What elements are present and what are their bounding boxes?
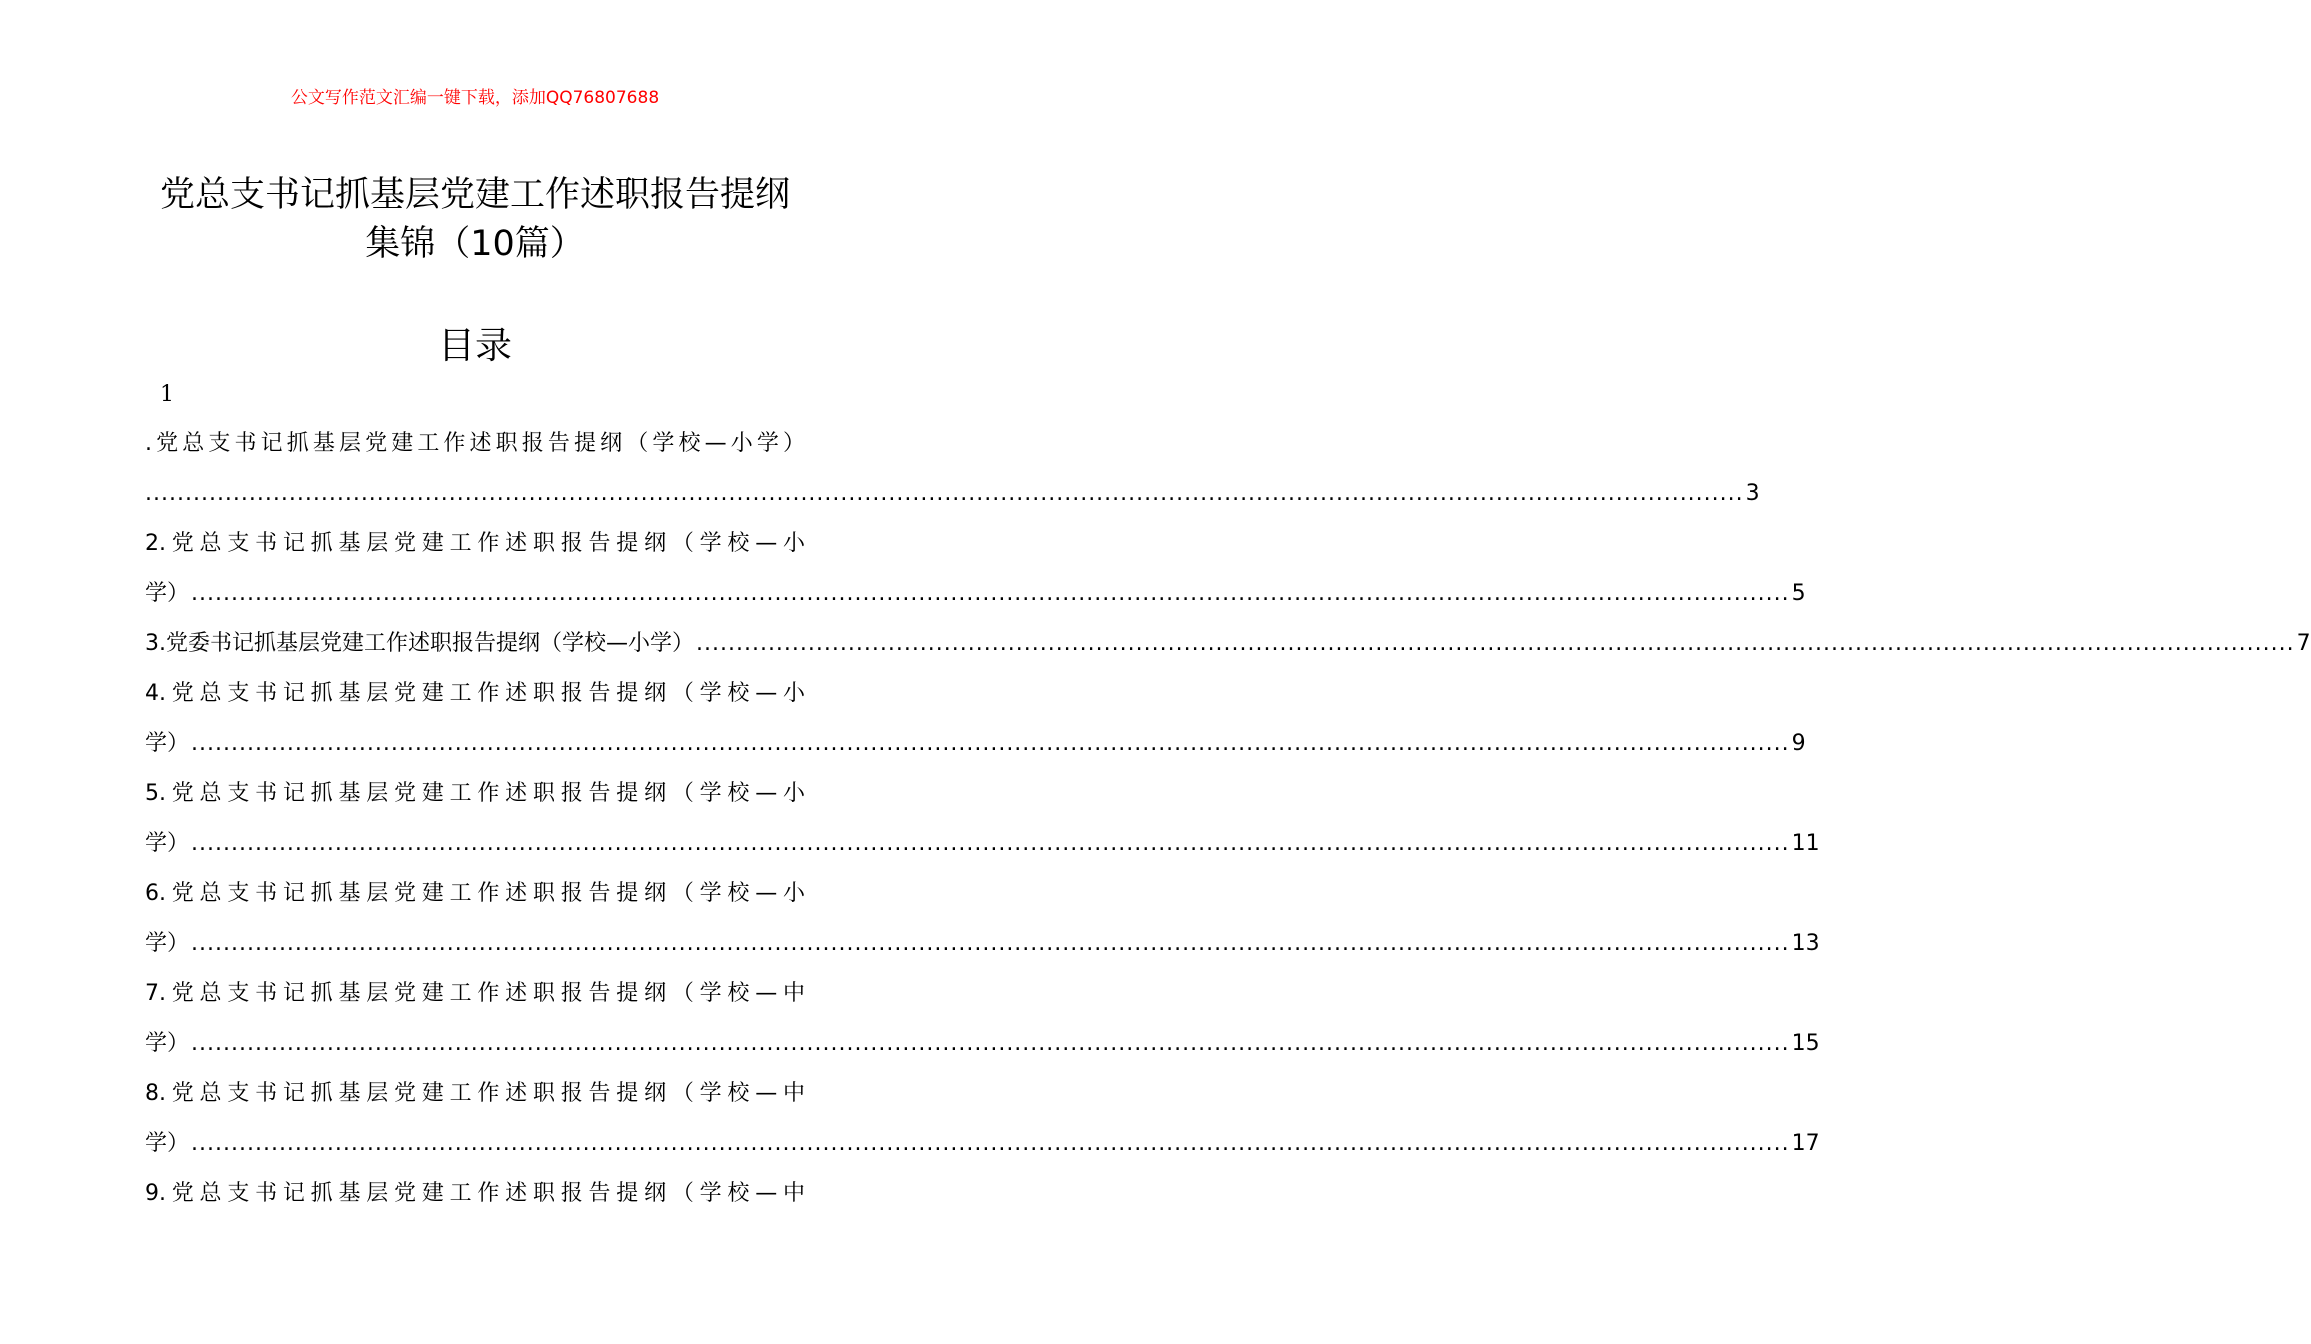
toc-entry-6-line-2[interactable] [145,926,1820,962]
toc-entry-7-line-1[interactable]: 7.党总支书记抓基层党建工作述职报告提纲（学校—中 [145,981,805,1006]
toc-entry-2-line-1[interactable]: 2.党总支书记抓基层党建工作述职报告提纲（学校—小 [145,531,805,556]
toc-entry-8-page: 17 [1791,1131,1820,1156]
toc-entry-5-continuation: 学） [145,831,190,856]
dot-leader: ........................................................................................................................................................................................................ [191,931,1790,956]
document-title-line-2: 集锦（10篇） [365,224,585,264]
dot-leader: ........................................................................................................................................................................................................ [696,631,2295,656]
toc-entry-5-line-1[interactable]: 5.党总支书记抓基层党建工作述职报告提纲（学校—小 [145,781,805,806]
toc-heading: 目录 [438,324,512,367]
toc-entry-4-page: 9 [1791,731,1806,756]
toc-entry-8-continuation: 学） [145,1131,190,1156]
toc-entry-3-page: 7 [2296,631,2311,656]
dot-leader: ........................................................................................................................................................................................................ [191,581,1790,606]
toc-entry-6-page: 13 [1791,931,1820,956]
toc-entry-9-line-1[interactable]: 9.党总支书记抓基层党建工作述职报告提纲（学校—中 [145,1181,805,1206]
toc-entry-2-page: 5 [1791,581,1806,606]
toc-entry-7-line-2[interactable] [145,1026,1820,1062]
toc-entry-3-text: 3.党委书记抓基层党建工作述职报告提纲（学校—小学） [145,631,694,656]
dot-leader: ........................................................................................................................................................................................................ [191,1131,1790,1156]
toc-entry-1-page: 3 [1745,481,1760,506]
toc-entry-7-page: 15 [1791,1031,1820,1056]
toc-entry-8-line-1[interactable]: 8.党总支书记抓基层党建工作述职报告提纲（学校—中 [145,1081,805,1106]
toc-entry-5-page: 11 [1791,831,1820,856]
toc-entry-5-line-2[interactable] [145,826,1820,862]
toc-entry-7-continuation: 学） [145,1031,190,1056]
promo-banner[interactable]: 公文写作范文汇编一键下载，添加QQ76807688 [290,88,660,108]
toc-stray-number: 1 [160,382,174,407]
dot-leader: ........................................................................................................................................................................................................ [191,1031,1790,1056]
document-title-line-1: 党总支书记抓基层党建工作述职报告提纲 [159,175,790,215]
toc-entry-3-line-1[interactable] [145,626,2311,662]
dot-leader: ........................................................................................................................................................................................................ [145,481,1744,506]
toc-entry-6-line-1[interactable]: 6.党总支书记抓基层党建工作述职报告提纲（学校—小 [145,881,805,906]
dot-leader: ........................................................................................................................................................................................................ [191,731,1790,756]
toc-entry-4-continuation: 学） [145,731,190,756]
toc-entry-4-line-1[interactable]: 4.党总支书记抓基层党建工作述职报告提纲（学校—小 [145,681,805,706]
toc-entry-2-line-2[interactable] [145,576,1806,612]
toc-entry-6-continuation: 学） [145,931,190,956]
dot-leader: ........................................................................................................................................................................................................ [191,831,1790,856]
toc-entry-1-line-1[interactable]: .党总支书记抓基层党建工作述职报告提纲（学校—小学） [145,431,805,456]
toc-entry-8-line-2[interactable] [145,1126,1820,1162]
toc-entry-1-line-2[interactable] [145,476,1760,512]
toc-entry-4-line-2[interactable] [145,726,1806,762]
toc-entry-2-continuation: 学） [145,581,190,606]
